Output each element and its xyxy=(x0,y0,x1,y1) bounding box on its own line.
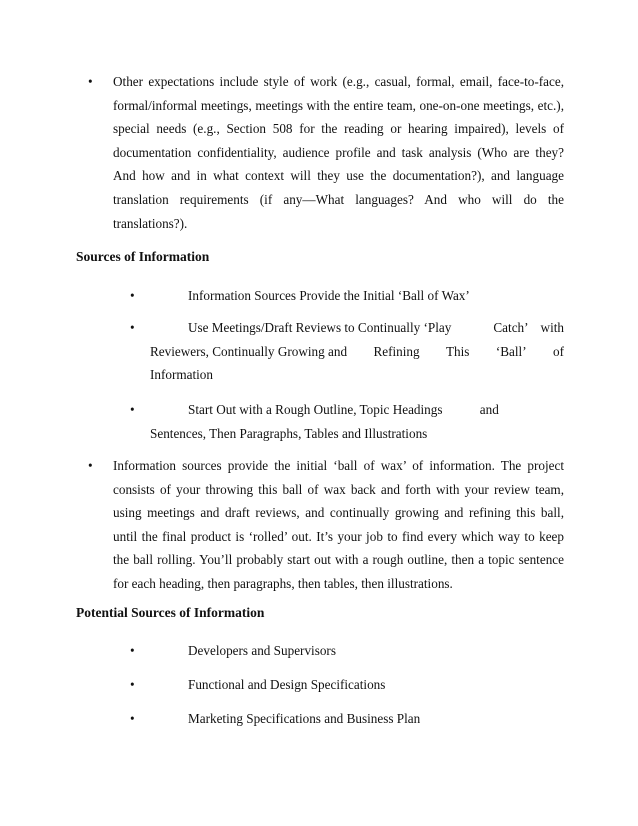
text-segment: Catch’ xyxy=(493,320,529,335)
text-segment: with xyxy=(540,320,564,335)
bullet-glyph: • xyxy=(130,677,135,692)
sources-item-3-line1 xyxy=(188,398,564,422)
text-segment: Reviewers, Continually Growing and xyxy=(150,343,348,359)
sources-bullet xyxy=(88,454,564,596)
sources-item-1 xyxy=(130,284,564,308)
text-segment: Refining xyxy=(373,343,420,359)
bullet-glyph: • xyxy=(130,402,135,417)
potential-item xyxy=(130,707,564,731)
potential-item-text: Developers and Supervisors xyxy=(188,643,336,658)
sources-item-3-line2: Sentences, Then Paragraphs, Tables and Illustrations xyxy=(150,425,428,441)
intro-bullet xyxy=(88,70,564,235)
potential-item-text: Functional and Design Specifications xyxy=(188,677,386,692)
sources-item-3 xyxy=(130,398,564,445)
text-segment: Start Out with a Rough Outline, Topic Headings xyxy=(188,402,443,417)
section-heading-sources: Sources of Information xyxy=(76,249,210,264)
text-segment: and xyxy=(479,402,499,417)
bullet-glyph: • xyxy=(88,458,93,473)
sources-item-1-text: Information Sources Provide the Initial ‘Ball of Wax’ xyxy=(188,288,470,303)
bullet-glyph: • xyxy=(130,711,135,726)
bullet-glyph: • xyxy=(130,288,135,303)
sources-item-2 xyxy=(130,316,564,387)
text-segment: Use Meetings/Draft Reviews to Continually ‘Play xyxy=(188,320,452,335)
sources-item-2-line2 xyxy=(150,340,564,364)
text-segment: This xyxy=(445,343,470,359)
potential-item xyxy=(130,639,564,663)
section-heading-potential-sources: Potential Sources of Information xyxy=(76,605,265,620)
sources-item-2-line1 xyxy=(188,316,564,340)
bullet-glyph: • xyxy=(88,74,93,89)
potential-item xyxy=(130,673,564,697)
bullet-glyph: • xyxy=(130,320,135,335)
bullet-glyph: • xyxy=(130,643,135,658)
sources-item-2-line3: Information xyxy=(150,367,213,383)
text-segment: of xyxy=(552,343,564,359)
intro-paragraph: Other expectations include style of work (e.g., casual, formal, email, face-to-face, formal/informal meetings, meetings with the entire team, one-on-one meetings, etc.), special needs (e.g., Section 508 for the reading or hearing impaired), levels of documentation confidentiality, audience profile and task analysis (Who are they? And how and in what context will they use the documentation?), and language translation requirements (if any—What languages? And who will do the translations?). xyxy=(113,74,564,231)
sources-paragraph: Information sources provide the initial ‘ball of wax’ of information. The project consists of your throwing this ball of wax back and forth with your review team, using meetings and draft reviews, and continually growing and refining this ball, until the final product is ‘rolled’ out. It’s your job to find every which way to keep the ball rolling. You’ll probably start out with a rough outline, then a topic sentence for each heading, then paragraphs, then tables, then illustrations. xyxy=(113,458,564,591)
text-segment: ‘Ball’ xyxy=(495,343,527,359)
potential-item-text: Marketing Specifications and Business Plan xyxy=(188,711,421,726)
